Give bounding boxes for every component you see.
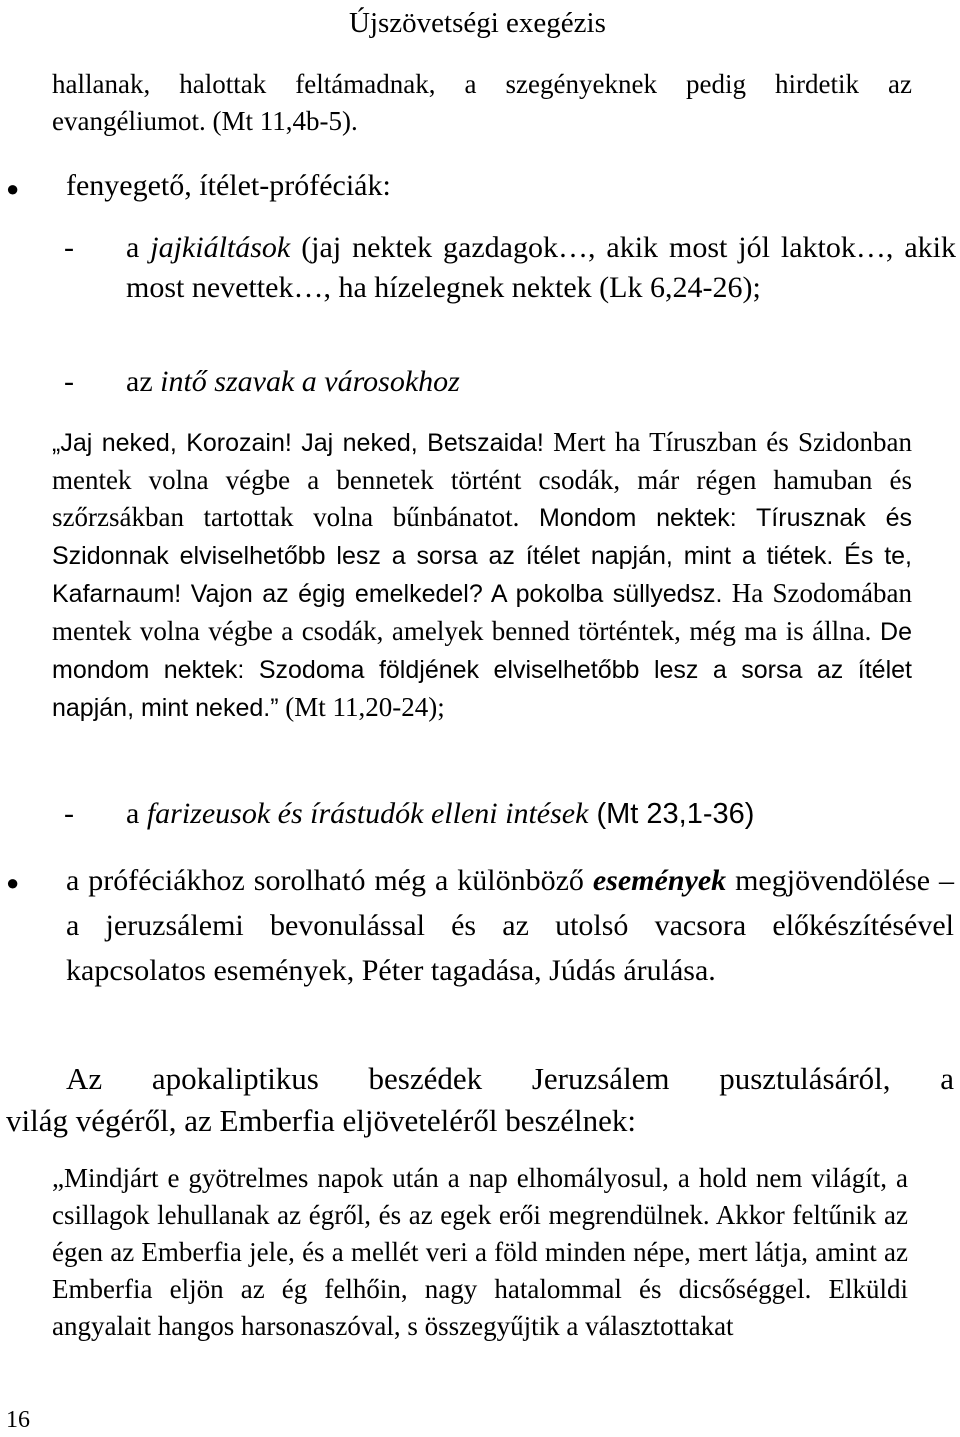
quote1-part-e: De mondom nektek: Szodoma földjének elviselhetőbb lesz a sorsa az ítélet napján, mint neked.” — [52, 618, 913, 722]
quote1-part-c: Mondom nektek: Tírusznak és Szidonnak elviselhetőbb lesz a sorsa az ítélet napján, mint a tiétek. És te, Kafarnaum! Vajon az égig emelkedel? A pokolba süllyedsz. — [52, 504, 912, 608]
intro-paragraph: hallanak, halottak feltámadnak, a szegényeknek pedig hirdetik az evangéliumot. (Mt 11,4b-5). — [52, 69, 912, 136]
quote1-ref: (Mt 11,20-24); — [278, 692, 445, 722]
bullet-item-1: fenyegető, ítélet-próféciák: — [66, 169, 391, 202]
dash2-pre: az — [126, 365, 161, 398]
bullet-dot-1: ● — [6, 176, 20, 201]
dash1-pre: a — [126, 231, 151, 264]
dash1-rest: (jaj nektek gazdagok…, akik most jól laktok…, akik most nevettek…, ha hízelegnek nektek (Lk 6,24-26); — [126, 231, 956, 304]
dash-marker-3: - — [64, 797, 74, 830]
bullet2-part-a: a próféciákhoz sorolható még a különböző — [66, 864, 593, 897]
quote-woes — [52, 424, 912, 727]
quote1-part-a: „Jaj neked, Korozain! Jaj neked, Betszaida! — [52, 429, 544, 457]
dash-marker-2: - — [64, 365, 74, 398]
dash2-emphasis: intő szavak a városokhoz — [160, 365, 460, 398]
dash3-pre: a — [126, 797, 147, 830]
quote-apocalypse: „Mindjárt e gyötrelmes napok után a nap elhomályosul, a hold nem világít, a csillagok lehullanak az égről, és az egek erői megrendülnek. Akkor feltűnik az égen az Emberfia jele, és a mellét veri a föld minden népe, mert látja, amint az Emberfia eljön az ég felhőin, nagy hatalommal és dicsőséggel. Elküldi angyalait hangos harsonaszóval, s összegyűjtik a választottakat — [52, 1163, 908, 1341]
apocalyptic-line-1: Az apokaliptikus beszédek Jeruzsálem pusztulásáról, a — [66, 1061, 954, 1096]
dash3-emphasis: farizeusok és írástudók elleni intések — [146, 797, 589, 830]
quote1-part-b: Mert ha Tíruszban és Szidonban mentek volna végbe a bennetek történt csodák, már régen hamuban és szőrzsákban tartottak volna bűnbánatot. — [52, 427, 912, 532]
dash-item-into-szavak — [126, 362, 460, 402]
bullet-dot-2: ● — [6, 870, 20, 895]
page-number: 16 — [6, 1407, 30, 1433]
dash-item-farizeusok — [126, 794, 754, 834]
bullet-item-2 — [66, 858, 954, 993]
dash3-ref: (Mt 23,1-36) — [588, 798, 755, 830]
dash1-emphasis: jajkiáltások — [150, 231, 291, 264]
quote1-part-d: Ha Szodomában mentek volna végbe a csodák, amelyek benned történtek, még ma is állna. — [52, 578, 912, 646]
dash-marker-1: - — [64, 231, 74, 264]
running-header: Újszövetségi exegézis — [349, 7, 606, 39]
bullet2-part-b: megjövendölése – a jeruzsálemi bevonulással és az utolsó vacsora előkészítésével kapcsolatos események, Péter tagadása, Júdás árulása. — [66, 864, 954, 987]
bullet2-emphasis: események — [592, 864, 727, 897]
apocalyptic-line-2: világ végéről, az Emberfia eljöveteléről beszélnek: — [6, 1103, 637, 1138]
dash-item-jajkialtasok — [126, 228, 956, 308]
